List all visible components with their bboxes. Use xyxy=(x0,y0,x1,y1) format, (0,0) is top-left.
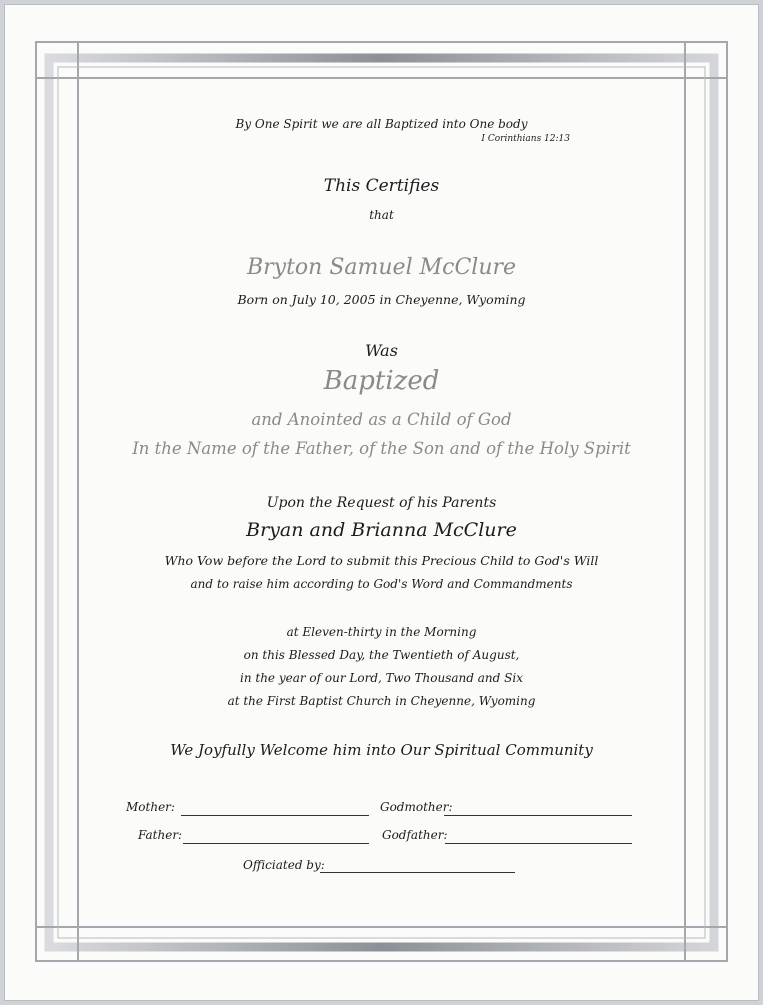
baptized-heading: Baptized xyxy=(323,366,440,396)
father-label: Father: xyxy=(138,828,183,842)
trinity-line: In the Name of the Father, of the Son and of the Holy Spirit xyxy=(132,439,631,458)
that: that xyxy=(369,208,394,222)
request-line: Upon the Request of his Parents xyxy=(266,495,497,511)
raise-line: and to raise him according to God's Word and Commandments xyxy=(190,577,573,591)
time-line: at Eleven-thirty in the Morning xyxy=(286,625,477,639)
godmother-signature-line[interactable] xyxy=(444,815,632,816)
day-line: on this Blessed Day, the Twentieth of August, xyxy=(243,648,520,662)
year-line: in the year of our Lord, Two Thousand and Six xyxy=(240,671,523,685)
father-signature-line[interactable] xyxy=(183,843,369,844)
mother-label: Mother: xyxy=(126,800,175,814)
godmother-label: Godmother: xyxy=(380,800,453,814)
mother-signature-line[interactable] xyxy=(181,815,369,816)
godfather-label: Godfather: xyxy=(382,828,448,842)
officiant-signature-line[interactable] xyxy=(320,872,515,873)
church-line: at the First Baptist Church in Cheyenne, Wyoming xyxy=(227,694,536,708)
anointed-line: and Anointed as a Child of God xyxy=(251,410,512,429)
vow-line: Who Vow before the Lord to submit this Precious Child to God's Will xyxy=(164,553,599,568)
verse: By One Spirit we are all Baptized into One body xyxy=(235,117,528,131)
child-name: Bryton Samuel McClure xyxy=(246,255,517,280)
parents-names: Bryan and Brianna McClure xyxy=(246,519,517,541)
this-certifies: This Certifies xyxy=(323,176,440,196)
welcome-line: We Joyfully Welcome him into Our Spiritual Community xyxy=(170,741,593,759)
was: Was xyxy=(365,341,398,360)
verse-reference: I Corinthians 12:13 xyxy=(481,134,570,144)
birth-line: Born on July 10, 2005 in Cheyenne, Wyoming xyxy=(237,292,526,307)
officiated-label: Officiated by: xyxy=(243,858,325,872)
godfather-signature-line[interactable] xyxy=(445,843,632,844)
